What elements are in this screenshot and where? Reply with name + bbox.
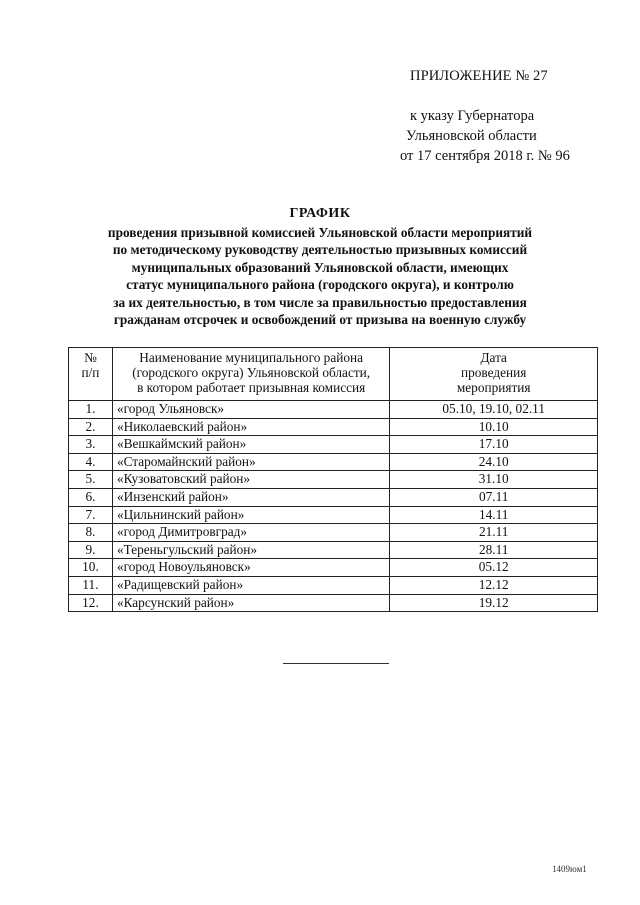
header-text: мероприятия bbox=[456, 380, 531, 395]
document-heading bbox=[60, 205, 580, 329]
schedule-table bbox=[68, 347, 598, 612]
cell-number: 2. bbox=[69, 418, 113, 436]
decree-line: Ульяновской области bbox=[406, 128, 537, 144]
decree-line: от 17 сентября 2018 г. № 96 bbox=[400, 148, 570, 164]
table-row bbox=[69, 541, 598, 559]
header-text: Дата bbox=[480, 350, 507, 365]
table-row bbox=[69, 524, 598, 542]
cell-name: «Николаевский район» bbox=[112, 418, 389, 436]
cell-number: 7. bbox=[69, 506, 113, 524]
table-row bbox=[69, 471, 598, 489]
header-number bbox=[69, 348, 113, 401]
cell-date: 10.10 bbox=[390, 418, 598, 436]
cell-number: 3. bbox=[69, 436, 113, 454]
heading-line: гражданам отсрочек и освобождений от призыва на военную службу bbox=[113, 312, 527, 327]
heading-line: проведения призывной комиссией Ульяновской области мероприятий bbox=[107, 224, 533, 240]
cell-date: 31.10 bbox=[390, 471, 598, 489]
cell-date: 24.10 bbox=[390, 453, 598, 471]
table-row bbox=[69, 576, 598, 594]
cell-date: 05.12 bbox=[390, 559, 598, 577]
cell-name: «город Ульяновск» bbox=[112, 401, 389, 419]
document-stamp: 1409юм1 bbox=[552, 864, 587, 874]
cell-date: 07.11 bbox=[390, 488, 598, 506]
cell-name: «город Димитровград» bbox=[112, 524, 389, 542]
cell-name: «Инзенский район» bbox=[112, 488, 389, 506]
header-text: Наименование муниципального района bbox=[139, 350, 364, 365]
cell-date: 05.10, 19.10, 02.11 bbox=[390, 401, 598, 419]
cell-date: 21.11 bbox=[390, 524, 598, 542]
cell-date: 14.11 bbox=[390, 506, 598, 524]
cell-number: 9. bbox=[69, 541, 113, 559]
decree-reference bbox=[398, 106, 588, 166]
cell-number: 6. bbox=[69, 488, 113, 506]
header-text: (городского округа) Ульяновской области, bbox=[132, 365, 371, 380]
table-row bbox=[69, 436, 598, 454]
cell-name: «Цильнинский район» bbox=[112, 506, 389, 524]
cell-name: «город Новоульяновск» bbox=[112, 559, 389, 577]
table-row bbox=[69, 488, 598, 506]
heading-line: статус муниципального района (городского округа), и контролю bbox=[126, 277, 514, 292]
cell-name: «Карсунский район» bbox=[112, 594, 389, 612]
decree-line: к указу Губернатора bbox=[410, 108, 535, 124]
table-header-row bbox=[69, 348, 598, 401]
cell-number: 1. bbox=[69, 401, 113, 419]
document-title: ГРАФИК bbox=[289, 206, 351, 221]
table-row bbox=[69, 401, 598, 419]
cell-date: 12.12 bbox=[390, 576, 598, 594]
cell-name: «Кузоватовский район» bbox=[112, 471, 389, 489]
cell-name: «Тереньгульский район» bbox=[112, 541, 389, 559]
cell-date: 17.10 bbox=[390, 436, 598, 454]
cell-name: «Вешкаймский район» bbox=[112, 436, 389, 454]
table-row bbox=[69, 418, 598, 436]
header-name bbox=[112, 348, 389, 401]
cell-number: 11. bbox=[69, 576, 113, 594]
header-text: п/п bbox=[81, 365, 100, 380]
cell-number: 4. bbox=[69, 453, 113, 471]
heading-line: по методическому руководству деятельностью призывных комиссий bbox=[112, 242, 528, 257]
closing-divider bbox=[283, 663, 389, 664]
appendix-label: ПРИЛОЖЕНИЕ № 27 bbox=[410, 68, 548, 84]
cell-number: 12. bbox=[69, 594, 113, 612]
cell-date: 19.12 bbox=[390, 594, 598, 612]
heading-line: муниципальных образований Ульяновской области, имеющих bbox=[131, 259, 509, 275]
heading-line: за их деятельностью, в том числе за правильностью предоставления bbox=[113, 294, 527, 310]
table-row bbox=[69, 594, 598, 612]
cell-name: «Радищевский район» bbox=[112, 576, 389, 594]
table-row bbox=[69, 453, 598, 471]
header-text: № bbox=[84, 350, 97, 365]
table-row bbox=[69, 506, 598, 524]
table-row bbox=[69, 559, 598, 577]
cell-name: «Старомайнский район» bbox=[112, 453, 389, 471]
header-date bbox=[390, 348, 598, 401]
cell-number: 10. bbox=[69, 559, 113, 577]
header-text: проведения bbox=[461, 365, 527, 380]
cell-number: 8. bbox=[69, 524, 113, 542]
cell-number: 5. bbox=[69, 471, 113, 489]
cell-date: 28.11 bbox=[390, 541, 598, 559]
header-text: в котором работает призывная комиссия bbox=[137, 380, 366, 395]
